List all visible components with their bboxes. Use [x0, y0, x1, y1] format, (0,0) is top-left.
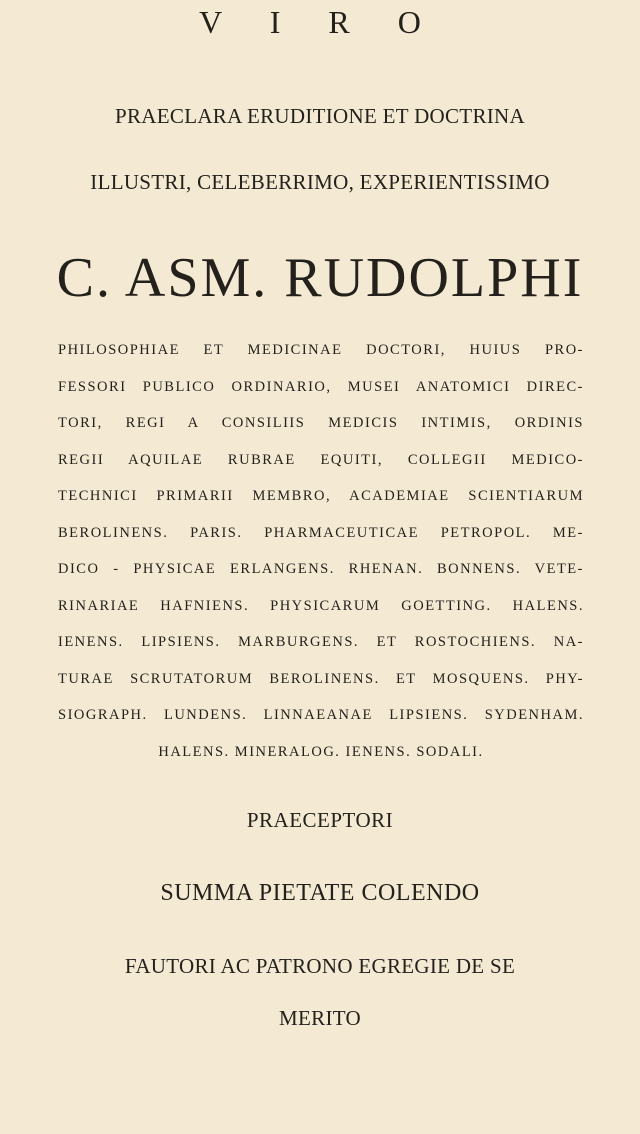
title-line: IENENS. LIPSIENS. MARBURGENS. ET ROSTOCHIENS. NA-: [58, 634, 584, 650]
title-line: DICO - PHYSICAE ERLANGENS. RHENAN. BONNENS. VETE-: [58, 561, 584, 577]
fautori-line: FAUTORI AC PATRONO EGREGIE DE SE: [124, 954, 516, 978]
title-line: TECHNICI PRIMARII MEMBRO, ACADEMIAE SCIENTIARUM: [58, 488, 584, 504]
dedication-line-1: PRAECLARA ERUDITIONE ET DOCTRINA: [115, 104, 525, 128]
title-line: PHILOSOPHIAE ET MEDICINAE DOCTORI, HUIUS PRO-: [58, 342, 584, 358]
titles-block: [58, 336, 584, 774]
praeceptori-line: PRAECEPTORI: [246, 808, 394, 832]
dedicatee-name: C. ASM. RUDOLPHI: [56, 247, 584, 309]
title-line: FESSORI PUBLICO ORDINARIO, MUSEI ANATOMICI DIREC-: [58, 378, 584, 395]
title-line: REGII AQUILAE RUBRAE EQUITI, COLLEGII MEDICO-: [58, 451, 584, 468]
summa-pietate-line: SUMMA PIETATE COLENDO: [160, 880, 480, 906]
title-line-last: HALENS. MINERALOG. IENENS. SODALI.: [158, 743, 484, 760]
title-line: SIOGRAPH. LUNDENS. LINNAEANAE LIPSIENS. SYDENHAM.: [58, 707, 584, 723]
title-line: RINARIAE HAFNIENS. PHYSICARUM GOETTING. HALENS.: [58, 597, 584, 614]
title-line: TURAE SCRUTATORUM BEROLINENS. ET MOSQUENS. PHY-: [58, 670, 584, 687]
dedication-line-2: ILLUSTRI, CELEBERRIMO, EXPERIENTISSIMO: [90, 170, 550, 194]
merito-line: MERITO: [279, 1006, 361, 1030]
title-line: BEROLINENS. PARIS. PHARMACEUTICAE PETROPOL. ME-: [58, 524, 584, 541]
heading-viro: V I R O: [199, 4, 441, 40]
title-line: TORI, REGI A CONSILIIS MEDICIS INTIMIS, ORDINIS: [58, 415, 584, 431]
